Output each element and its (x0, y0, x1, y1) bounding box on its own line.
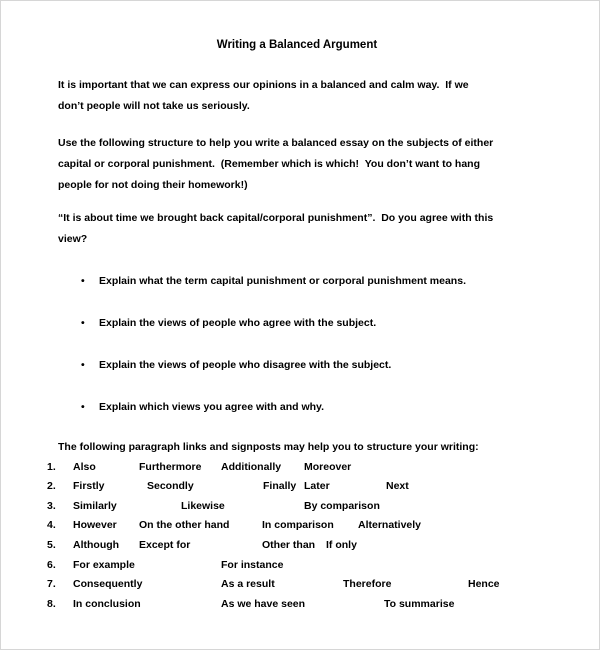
signpost-row (1, 477, 600, 497)
bullet-text: Explain the views of people who agree with the subject. (99, 317, 377, 329)
signpost-row (1, 516, 600, 536)
paragraph-question (58, 208, 493, 250)
signposts-heading: The following paragraph links and signposts may help you to structure your writing: (58, 441, 479, 453)
paragraph-structure (58, 133, 493, 196)
signpost-word: By comparison (304, 499, 380, 512)
row-number: 7. (47, 578, 56, 591)
signpost-word: On the other hand (139, 519, 230, 532)
signpost-word: Next (386, 480, 409, 493)
signpost-word: For example (73, 558, 135, 571)
signpost-word: Similarly (73, 499, 117, 512)
signpost-word: However (73, 519, 117, 532)
bullet-icon: • (81, 275, 85, 287)
signpost-row (1, 536, 600, 556)
signpost-word: Additionally (221, 460, 282, 473)
bullet-list (81, 271, 466, 439)
paragraph-line: “It is about time we brought back capital/corporal punishment”. Do you agree with this (58, 212, 494, 224)
signpost-word: In conclusion (73, 597, 141, 610)
bullet-icon: • (81, 359, 85, 371)
list-item (81, 397, 466, 418)
paragraph-line: don’t people will not take us seriously. (58, 100, 250, 112)
signpost-word: Furthermore (139, 460, 202, 473)
paragraph-line: Use the following structure to help you write a balanced essay on the subjects of either (58, 137, 494, 149)
bullet-text: Explain the views of people who disagree with the subject. (99, 359, 392, 371)
signpost-row (1, 595, 600, 615)
paragraph-intro (58, 75, 469, 117)
row-number: 6. (47, 558, 56, 571)
list-item (81, 355, 466, 376)
signpost-word: Moreover (304, 460, 352, 473)
list-item (81, 313, 466, 334)
bullet-text: Explain what the term capital punishment or corporal punishment means. (99, 275, 466, 287)
signpost-row (1, 556, 600, 576)
paragraph-line: people for not doing their homework!) (58, 179, 248, 191)
signpost-word: Alternatively (358, 519, 422, 532)
signpost-word: Therefore (343, 578, 392, 591)
signpost-word: As we have seen (221, 597, 306, 610)
signpost-word: Other than (262, 538, 316, 551)
signpost-word: For instance (221, 558, 284, 571)
signpost-word: In comparison (262, 519, 334, 532)
signposts-section (1, 438, 600, 614)
row-number: 2. (47, 480, 56, 493)
row-number: 3. (47, 499, 56, 512)
bullet-icon: • (81, 317, 85, 329)
signpost-word: Except for (139, 538, 191, 551)
bullet-icon: • (81, 401, 85, 413)
signpost-row (1, 458, 600, 478)
signpost-word: Although (73, 538, 120, 551)
signpost-row (1, 497, 600, 517)
bullet-text: Explain which views you agree with and why. (99, 401, 325, 413)
row-number: 1. (47, 460, 56, 473)
row-number: 5. (47, 538, 56, 551)
signpost-word: As a result (221, 578, 275, 591)
signpost-word: Finally (263, 480, 297, 493)
signpost-word: Later (304, 480, 330, 493)
signpost-word: Also (73, 460, 96, 473)
row-number: 4. (47, 519, 56, 532)
signpost-word: Firstly (73, 480, 105, 493)
row-number: 8. (47, 597, 56, 610)
signpost-word: If only (326, 538, 357, 551)
paragraph-line: capital or corporal punishment. (Remember which is which! You don’t want to hang (58, 158, 480, 170)
signpost-word: Hence (468, 578, 500, 591)
signpost-word: Secondly (147, 480, 194, 493)
signpost-word: To summarise (384, 597, 455, 610)
signpost-word: Consequently (73, 578, 143, 591)
signpost-word: Likewise (181, 499, 225, 512)
signpost-row (1, 575, 600, 595)
page-title: Writing a Balanced Argument (216, 39, 378, 51)
list-item (81, 271, 466, 292)
paragraph-line: It is important that we can express our opinions in a balanced and calm way. If we (58, 79, 469, 91)
paragraph-line: view? (58, 233, 88, 245)
